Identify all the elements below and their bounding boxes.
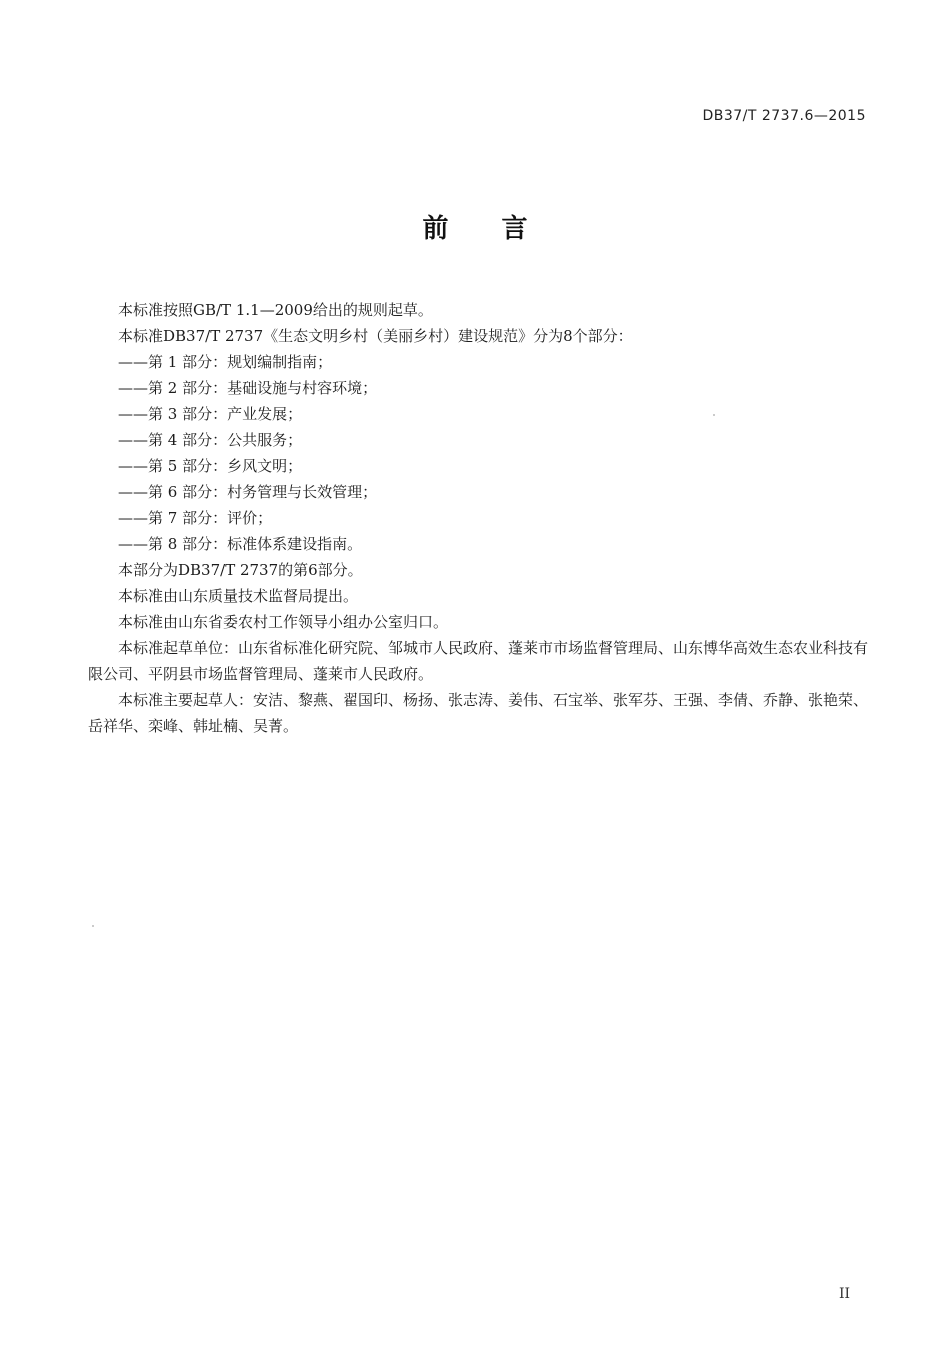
page-title: 前 言 [422, 214, 550, 244]
document-code: DB37/T 2737.6—2015 [702, 108, 866, 124]
list-item: ——第 6 部分：村务管理与长效管理； [118, 483, 378, 501]
page-number: II [838, 1286, 850, 1302]
list-item: ——第 5 部分：乡风文明； [118, 457, 303, 475]
paragraph-proposer: 本标准由山东质量技术监督局提出。 [118, 587, 359, 605]
paragraph-drafting-units: 本标准起草单位：山东省标准化研究院、邹城市人民政府、蓬莱市市场监督管理局、山东博华高效生态农业科技有限公司、平阴县市场监督管理局、蓬莱市人民政府。 [88, 639, 869, 683]
paragraph-standard-parts-intro: 本标准DB37/T 2737《生态文明乡村（美丽乡村）建设规范》分为8个部分： [118, 327, 633, 345]
parts-list [88, 349, 870, 557]
foreword-body [88, 297, 870, 739]
paragraph-part-number: 本部分为DB37/T 2737的第6部分。 [118, 561, 363, 579]
scan-speck [713, 414, 715, 416]
scan-speck [92, 925, 94, 927]
list-item: ——第 4 部分：公共服务； [118, 431, 303, 449]
paragraph-centralized-by: 本标准由山东省委农村工作领导小组办公室归口。 [118, 613, 449, 631]
list-item: ——第 2 部分：基础设施与村容环境； [118, 379, 378, 397]
list-item: ——第 3 部分：产业发展； [118, 405, 303, 423]
list-item: ——第 1 部分：规划编制指南； [118, 353, 333, 371]
list-item: ——第 8 部分：标准体系建设指南。 [118, 535, 363, 553]
paragraph-drafting-rules: 本标准按照GB/T 1.1—2009给出的规则起草。 [118, 301, 433, 319]
list-item: ——第 7 部分：评价； [118, 509, 273, 527]
paragraph-drafters: 本标准主要起草人：安洁、黎燕、翟国印、杨扬、张志涛、姜伟、石宝举、张军芬、王强、李倩、乔静、张艳荣、岳祥华、栾峰、韩址楠、吴菁。 [88, 691, 869, 735]
